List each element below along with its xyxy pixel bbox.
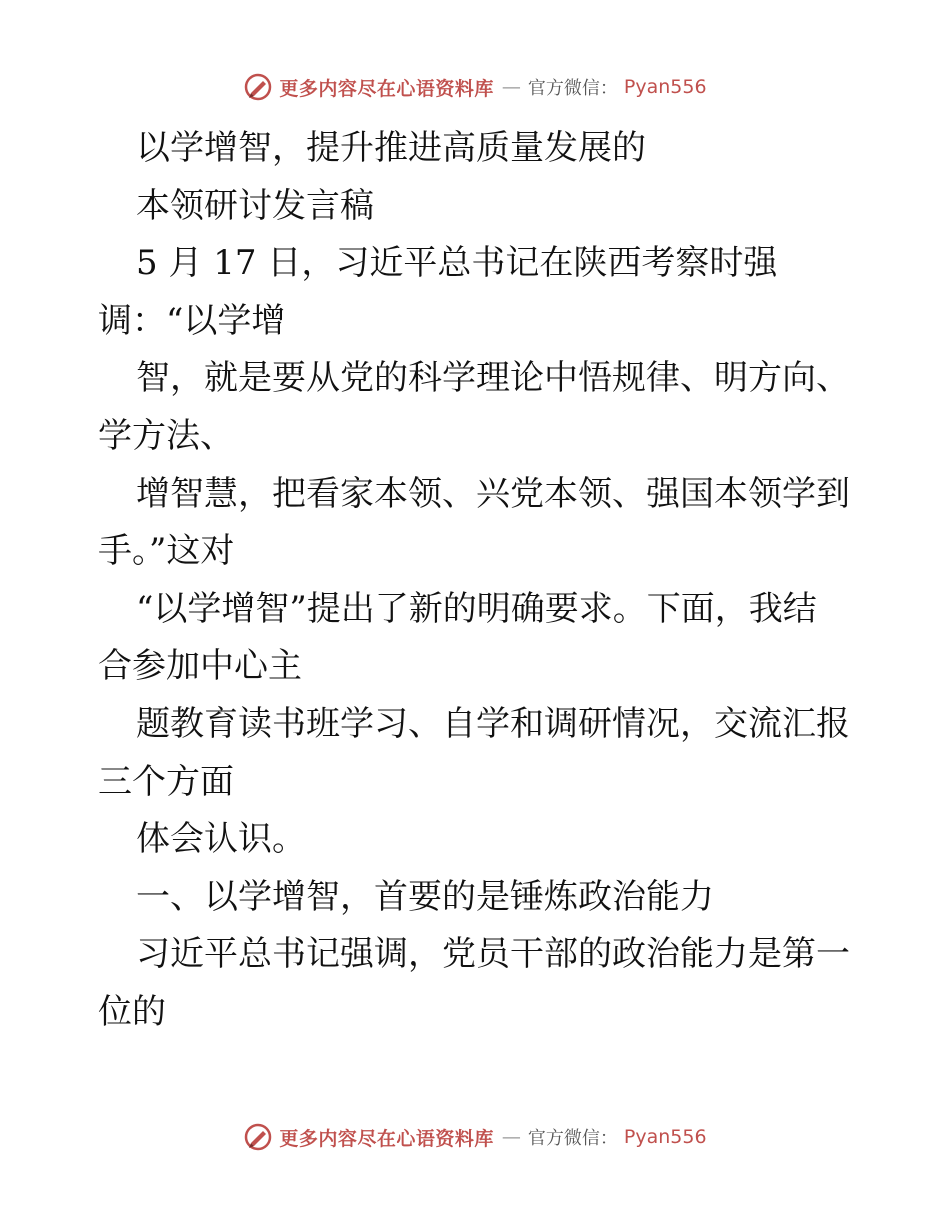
watermark-separator: —	[501, 76, 518, 98]
text-line: 位的	[98, 991, 166, 1032]
text-line: “以学增智”提出了新的明确要求。下面，我结	[136, 588, 817, 629]
text-line: 三个方面	[98, 761, 234, 802]
text-line: 本领研讨发言稿	[136, 185, 374, 226]
text-line: 题教育读书班学习、自学和调研情况，交流汇报	[136, 703, 850, 744]
text-line: 智，就是要从党的科学理论中悟规律、明方向、	[136, 358, 850, 399]
watermark-main-text: 更多内容尽在心语资料库	[279, 77, 494, 100]
text-line: 手。”这对	[98, 531, 235, 572]
header-watermark	[0, 72, 950, 102]
text-line: 习近平总书记强调，党员干部的政治能力是第一	[136, 934, 850, 975]
text-line: 调：“以学增	[98, 300, 286, 341]
watermark-sub-text: 官方微信：	[527, 1128, 618, 1149]
footer-watermark	[0, 1122, 950, 1152]
text-line: 增智慧，把看家本领、兴党本领、强国本领学到	[136, 473, 850, 514]
text-line: 体会认识。	[136, 819, 306, 860]
watermark-main-text: 更多内容尽在心语资料库	[279, 1127, 494, 1150]
watermark-separator: —	[501, 1126, 518, 1148]
text-line: 以学增智，提升推进高质量发展的	[136, 128, 646, 168]
text-line: 一、以学增智，首要的是锤炼政治能力	[136, 876, 714, 917]
watermark-sub-text: 官方微信：	[527, 78, 618, 99]
text-line: 5 月 17 日，习近平总书记在陕西考察时强	[136, 243, 778, 284]
document-body	[98, 120, 858, 1042]
watermark-account-id: Pyan556	[623, 76, 707, 98]
pen-logo-icon	[243, 1122, 273, 1152]
watermark-account-id: Pyan556	[623, 1126, 707, 1148]
text-line: 学方法、	[98, 415, 234, 456]
pen-logo-icon	[243, 72, 273, 102]
text-line: 合参加中心主	[98, 646, 302, 687]
